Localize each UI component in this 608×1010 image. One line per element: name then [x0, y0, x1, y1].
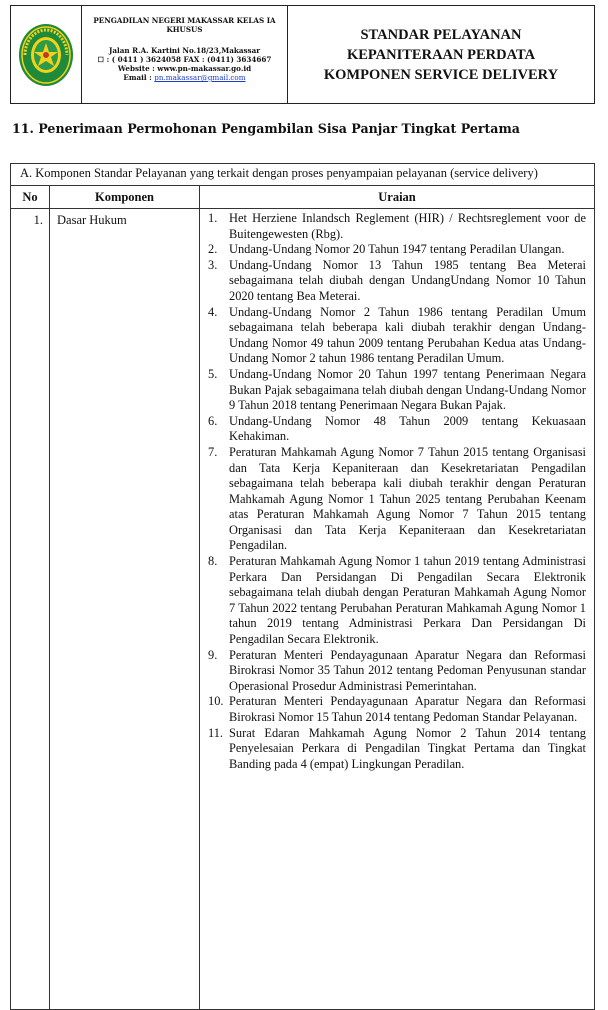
list-item-text: Peraturan Menteri Pendayagunaan Aparatur Negara dan Reformasi Birokrasi Nomor 35 Tahun 2012 tentang Pedoman Penyusunan standar Operasional Prosedur Administrasi Pemerintahan. [229, 647, 586, 693]
list-item-text: Peraturan Menteri Pendayagunaan Aparatur Negara dan Reformasi Birokrasi Nomor 15 Tahun 2014 tentang Pedoman Standar Pelayanan. [229, 694, 586, 724]
list-item-text: Het Herziene Inlandsch Reglement (HIR) / Rechtsreglement voor de Buitengewesten (Rbg). [229, 211, 586, 241]
title-line-2: KEPANITERAAN PERDATA [346, 46, 536, 63]
court-address: Jalan R.A. Kartini No.18/23,Makassar [108, 46, 261, 55]
list-item-number: 9. [208, 647, 218, 662]
list-item [208, 554, 586, 648]
row-komponen: Dasar Hukum [50, 209, 200, 1009]
list-item [208, 694, 586, 725]
list-item-text: Undang-Undang Nomor 2 Tahun 1986 tentang Peradilan Umum sebagaimana telah beberapa kali diubah terakhir dengan Undang-Undang Nomor 49 tahun 2009 tentang Perubahan Kedua atas Undang-Undang Nomor 2 tahun 1986 tentang Peradilan Umum. [229, 304, 586, 366]
document-header [10, 5, 595, 104]
title-line-1: STANDAR PELAYANAN [360, 26, 522, 43]
legal-basis-list [208, 211, 586, 772]
list-item-text: Undang-Undang Nomor 20 Tahun 1997 tentang Penerimaan Negara Bukan Pajak sebagaimana telah diubah dengan Undang-Undang Nomor 9 Tahun 2018 tentang Penerimaan Negara Bukan Pajak. [229, 366, 586, 413]
list-item-text: Peraturan Mahkamah Agung Nomor 1 tahun 2019 tentang Administrasi Perkara Dan Persidangan Di Pengadilan Secara Elektronik sebagaimana telah diubah dengan Peraturan Mahkamah Agung Nomor 7 Tahun 2022 tentang Perubahan Peraturan Mahkamah Agung Nomor 1 tahun 2019 tentang Administrasi Perkara Dan Persidangan Di Pengadilan Secara Elektronik. [229, 554, 586, 647]
list-item [208, 242, 586, 258]
section-heading: 11. Penerimaan Permohonan Pengambilan Sisa Panjar Tingkat Pertama [12, 121, 520, 136]
list-item-number: 10. [208, 694, 224, 709]
table-row [11, 209, 594, 1009]
list-item-number: 1. [208, 211, 218, 225]
court-phone: ☐ : ( 0411 ) 3624058 FAX : (0411) 3634667 [97, 55, 272, 64]
list-item-text: Undang-Undang Nomor 20 Tahun 1947 tentang Peradilan Ulangan. [229, 242, 565, 257]
court-name: PENGADILAN NEGERI MAKASSAR KELAS IA KHUSUS [93, 16, 276, 34]
list-item-text: Peraturan Mahkamah Agung Nomor 7 Tahun 2015 tentang Organisasi dan Tata Kerja Kepaniteraan dan Kesekretariatan Pengadilan sebagaimana telah beberapa kali diubah terakhir dengan Peraturan Mahkamah Agung Nomor 1 Tahun 2025 tentang Perubahan Keenam atas Peraturan Mahkamah Agung Nomor 7 Tahun 2015 tentang Organisasi dan Tata Kerja Kepaniteraan dan Kesekretariatan Pengadilan. [229, 444, 586, 553]
court-email-line [82, 73, 287, 82]
column-header-komponen: Komponen [50, 186, 200, 208]
list-item [208, 414, 586, 445]
document-title [288, 6, 594, 103]
list-item-number: 8. [208, 554, 218, 569]
list-item-number: 2. [208, 242, 218, 257]
row-number: 1. [11, 209, 50, 1009]
list-item-number: 11. [208, 725, 224, 740]
list-item-number: 3. [208, 257, 218, 272]
row-uraian [200, 209, 594, 1009]
list-item-number: 6. [208, 413, 218, 428]
table-header-row [11, 186, 594, 209]
court-contact-block [82, 6, 288, 103]
list-item-number: 5. [208, 366, 218, 381]
list-item [208, 305, 586, 367]
list-item [208, 367, 586, 414]
court-logo-icon [17, 21, 75, 89]
court-logo-cell [11, 6, 82, 103]
court-website: Website : www.pn-makassar.go.id [117, 64, 252, 73]
email-link[interactable]: pn.makassar@gmail.com [154, 73, 246, 82]
list-item-text: Undang-Undang Nomor 13 Tahun 1985 tentang Bea Meterai sebagaimana telah diubah dengan UndangUndang Nomor 10 Tahun 2020 tentang Bea Meterai. [229, 257, 586, 303]
service-standard-table [10, 163, 595, 1010]
list-item-text: Surat Edaran Mahkamah Agung Nomor 2 Tahun 2014 tentang Penyelesaian Perkara di Pengadilan Tingkat Pertama dan Tingkat Banding pada 4 (empat) Lingkungan Peradilan. [229, 725, 586, 771]
list-item [208, 258, 586, 305]
list-item-number: 4. [208, 304, 218, 319]
list-item-number: 7. [208, 444, 218, 459]
list-item [208, 211, 586, 242]
column-header-no: No [11, 186, 50, 208]
table-caption: A. Komponen Standar Pelayanan yang terkait dengan proses penyampaian pelayanan (service delivery) [11, 164, 594, 186]
list-item [208, 648, 586, 695]
list-item [208, 726, 586, 773]
list-item [208, 445, 586, 554]
column-header-uraian: Uraian [378, 189, 416, 204]
email-label: Email : [123, 73, 152, 82]
title-line-3: KOMPONEN SERVICE DELIVERY [323, 66, 559, 83]
list-item-text: Undang-Undang Nomor 48 Tahun 2009 tentang Kekuasaan Kehakiman. [229, 413, 586, 444]
